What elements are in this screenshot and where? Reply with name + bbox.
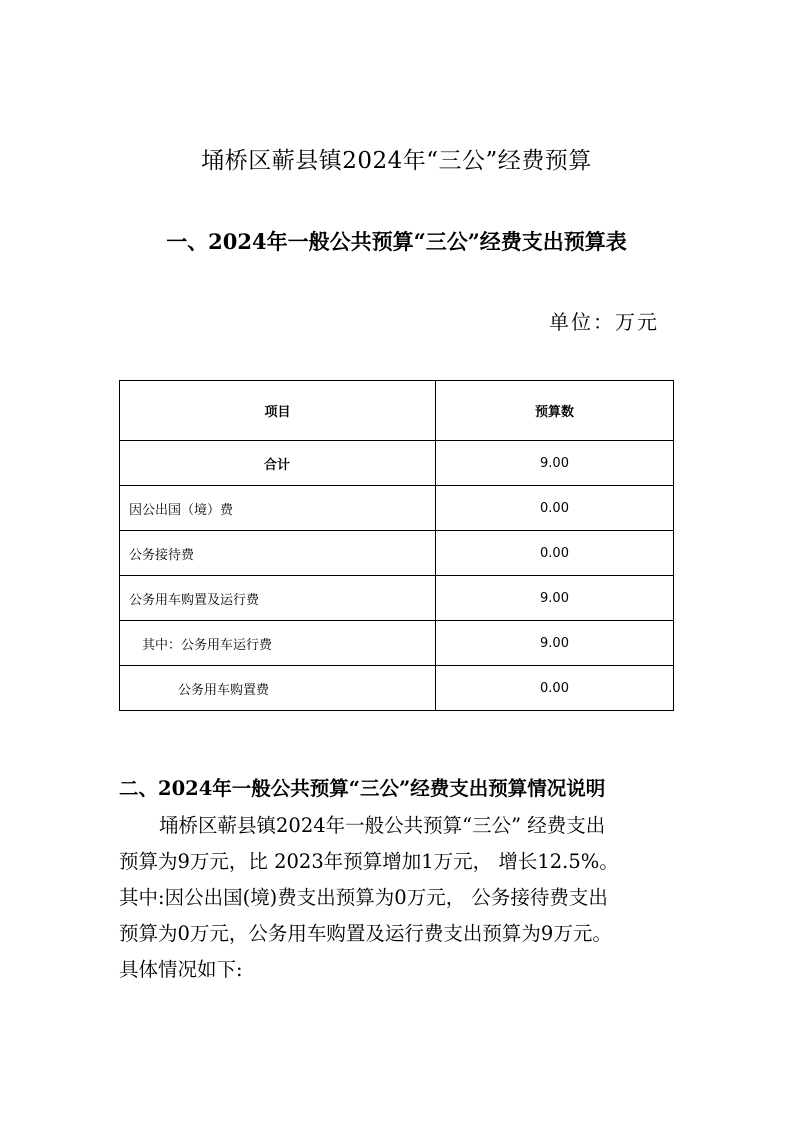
- header-item: 项目: [120, 381, 436, 441]
- row-value: 0.00: [436, 531, 674, 576]
- table-row: [120, 441, 674, 486]
- row-label: 公务用车购置及运行费: [120, 576, 436, 621]
- row-label: 因公出国（境）费: [120, 486, 436, 531]
- row-label: 其中：公务用车运行费: [120, 621, 436, 666]
- table-row: [120, 576, 674, 621]
- paragraph-line: 预算为0万元，公务用车购置及运行费支出预算为9万元。: [119, 922, 612, 945]
- paragraph-line: 其中:因公出国(境)费支出预算为0万元， 公务接待费支出: [119, 886, 608, 909]
- paragraph-line: 具体情况如下:: [119, 958, 243, 981]
- row-value: 0.00: [436, 666, 674, 711]
- table-row: [120, 666, 674, 711]
- row-label: 公务接待费: [120, 531, 436, 576]
- table-row: [120, 531, 674, 576]
- table-row: [120, 486, 674, 531]
- paragraph-line: 埇桥区蕲县镇2024年一般公共预算“三公” 经费支出: [159, 814, 606, 837]
- unit-label: 单位：万元: [549, 310, 659, 334]
- row-value: 9.00: [436, 576, 674, 621]
- section1-title: 一、2024年一般公共预算“三公”经费支出预算表: [166, 229, 627, 254]
- section2-title: 二、2024年一般公共预算“三公”经费支出预算情况说明: [119, 777, 606, 800]
- budget-table: [119, 380, 674, 711]
- table-row: [120, 621, 674, 666]
- explanation-paragraph: [119, 808, 679, 988]
- paragraph-line: 预算为9万元，比 2023年预算增加1万元， 增长12.5%。: [119, 850, 619, 873]
- row-value: 9.00: [436, 621, 674, 666]
- row-label: 公务用车购置费: [120, 666, 436, 711]
- document-title: 埇桥区蕲县镇2024年“三公”经费预算: [201, 148, 592, 174]
- table-header-row: [120, 381, 674, 441]
- row-value: 0.00: [436, 486, 674, 531]
- row-label: 合计: [120, 441, 436, 486]
- header-budget: 预算数: [436, 381, 674, 441]
- row-value: 9.00: [436, 441, 674, 486]
